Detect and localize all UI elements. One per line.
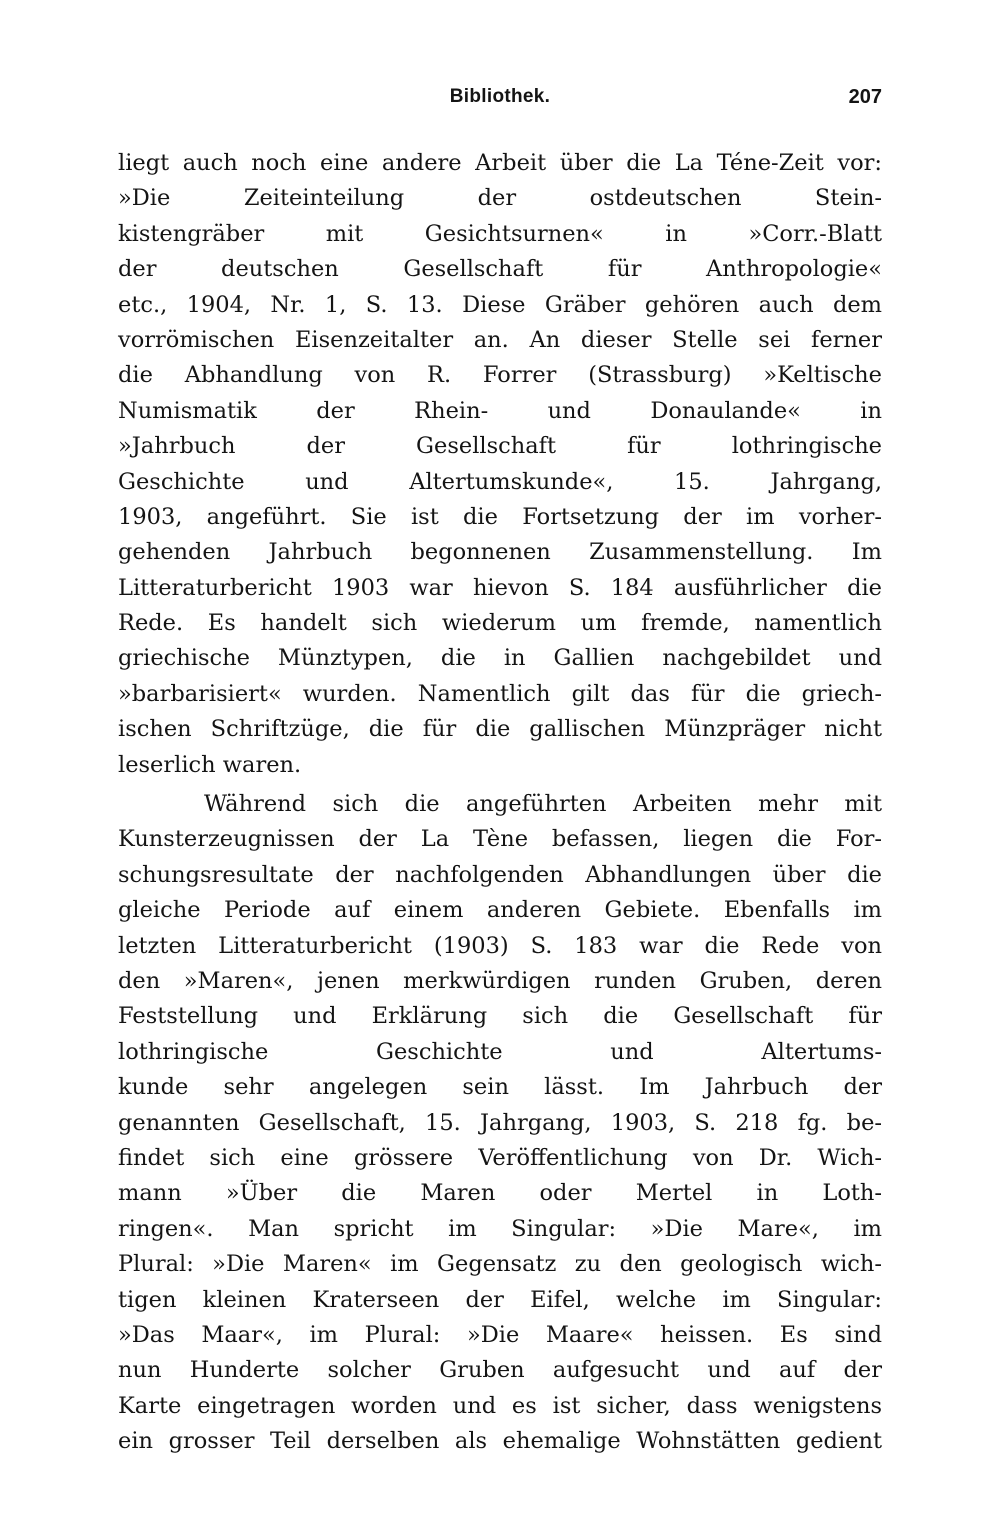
paragraph-1	[118, 146, 882, 783]
paragraph-2	[118, 787, 882, 1459]
text-line: Numismatik der Rhein- und Donaulande« in	[118, 397, 882, 424]
text-line: ein grosser Teil derselben als ehemalige Wohnstätten gedient	[118, 1428, 882, 1455]
text-line: mann »Über die Maren oder Mertel in Loth-	[118, 1180, 882, 1207]
running-head	[118, 86, 882, 116]
text-line: Feststellung und Erklärung sich die Gesellschaft für	[118, 1003, 882, 1030]
text-line: vorrömischen Eisenzeitalter an. An dieser Stelle sei ferner	[118, 326, 882, 353]
text-line: etc., 1904, Nr. 1, S. 13. Diese Gräber gehören auch dem	[118, 291, 882, 318]
text-line: »Das Maar«, im Plural: »Die Maare« heissen. Es sind	[118, 1321, 882, 1348]
running-title: Bibliothek.	[449, 86, 551, 107]
text-line: Plural: »Die Maren« im Gegensatz zu den geologisch wich-	[118, 1251, 882, 1278]
text-line: tigen kleinen Kraterseen der Eifel, welche im Singular:	[118, 1286, 882, 1313]
text-line: Geschichte und Altertumskunde«, 15. Jahrgang,	[118, 468, 882, 495]
text-line: ringen«. Man spricht im Singular: »Die Mare«, im	[118, 1215, 882, 1242]
text-line: die Abhandlung von R. Forrer (Strassburg) »Keltische	[118, 362, 882, 389]
text-line: lothringische Geschichte und Altertums-	[118, 1038, 882, 1065]
text-line: Karte eingetragen worden und es ist sicher, dass wenigstens	[118, 1392, 882, 1419]
body-text	[118, 146, 882, 1459]
text-line: der deutschen Gesellschaft für Anthropologie«	[118, 256, 882, 283]
page-number: 207	[848, 86, 882, 108]
text-line: Während sich die angeführten Arbeiten mehr mit	[204, 791, 882, 818]
text-line: kunde sehr angelegen sein lässt. Im Jahrbuch der	[118, 1074, 882, 1101]
text-line: Kunsterzeugnissen der La Tène befassen, liegen die For-	[118, 826, 882, 853]
text-line: nun Hunderte solcher Gruben aufgesucht und auf der	[118, 1357, 882, 1384]
text-line: genannten Gesellschaft, 15. Jahrgang, 1903, S. 218 fg. be-	[118, 1109, 882, 1136]
text-line: leserlich waren.	[118, 751, 302, 778]
text-line: kistengräber mit Gesichtsurnen« in »Corr.-Blatt	[118, 220, 882, 247]
text-line: letzten Litteraturbericht (1903) S. 183 war die Rede von	[118, 932, 882, 959]
text-line: 1903, angeführt. Sie ist die Fortsetzung der im vorher-	[118, 503, 882, 530]
text-line: griechische Münztypen, die in Gallien nachgebildet und	[118, 645, 882, 672]
text-line: ischen Schriftzüge, die für die gallischen Münzpräger nicht	[118, 716, 882, 743]
text-line: »barbarisiert« wurden. Namentlich gilt das für die griech-	[118, 680, 882, 707]
text-line: »Die Zeiteinteilung der ostdeutschen Stein-	[118, 185, 882, 212]
text-line: liegt auch noch eine andere Arbeit über die La Téne-Zeit vor:	[118, 150, 882, 176]
text-line: gehenden Jahrbuch begonnenen Zusammenstellung. Im	[118, 539, 882, 566]
text-line: Litteraturbericht 1903 war hievon S. 184 ausführlicher die	[118, 574, 882, 601]
text-line: gleiche Periode auf einem anderen Gebiete. Ebenfalls im	[118, 897, 882, 924]
text-line: »Jahrbuch der Gesellschaft für lothringische	[118, 433, 882, 460]
text-line: findet sich eine grössere Veröffentlichung von Dr. Wich-	[118, 1144, 882, 1171]
text-line: den »Maren«, jenen merkwürdigen runden Gruben, deren	[118, 967, 882, 994]
text-line: Rede. Es handelt sich wiederum um fremde, namentlich	[118, 610, 882, 637]
text-line: schungsresultate der nachfolgenden Abhandlungen über die	[118, 861, 882, 888]
